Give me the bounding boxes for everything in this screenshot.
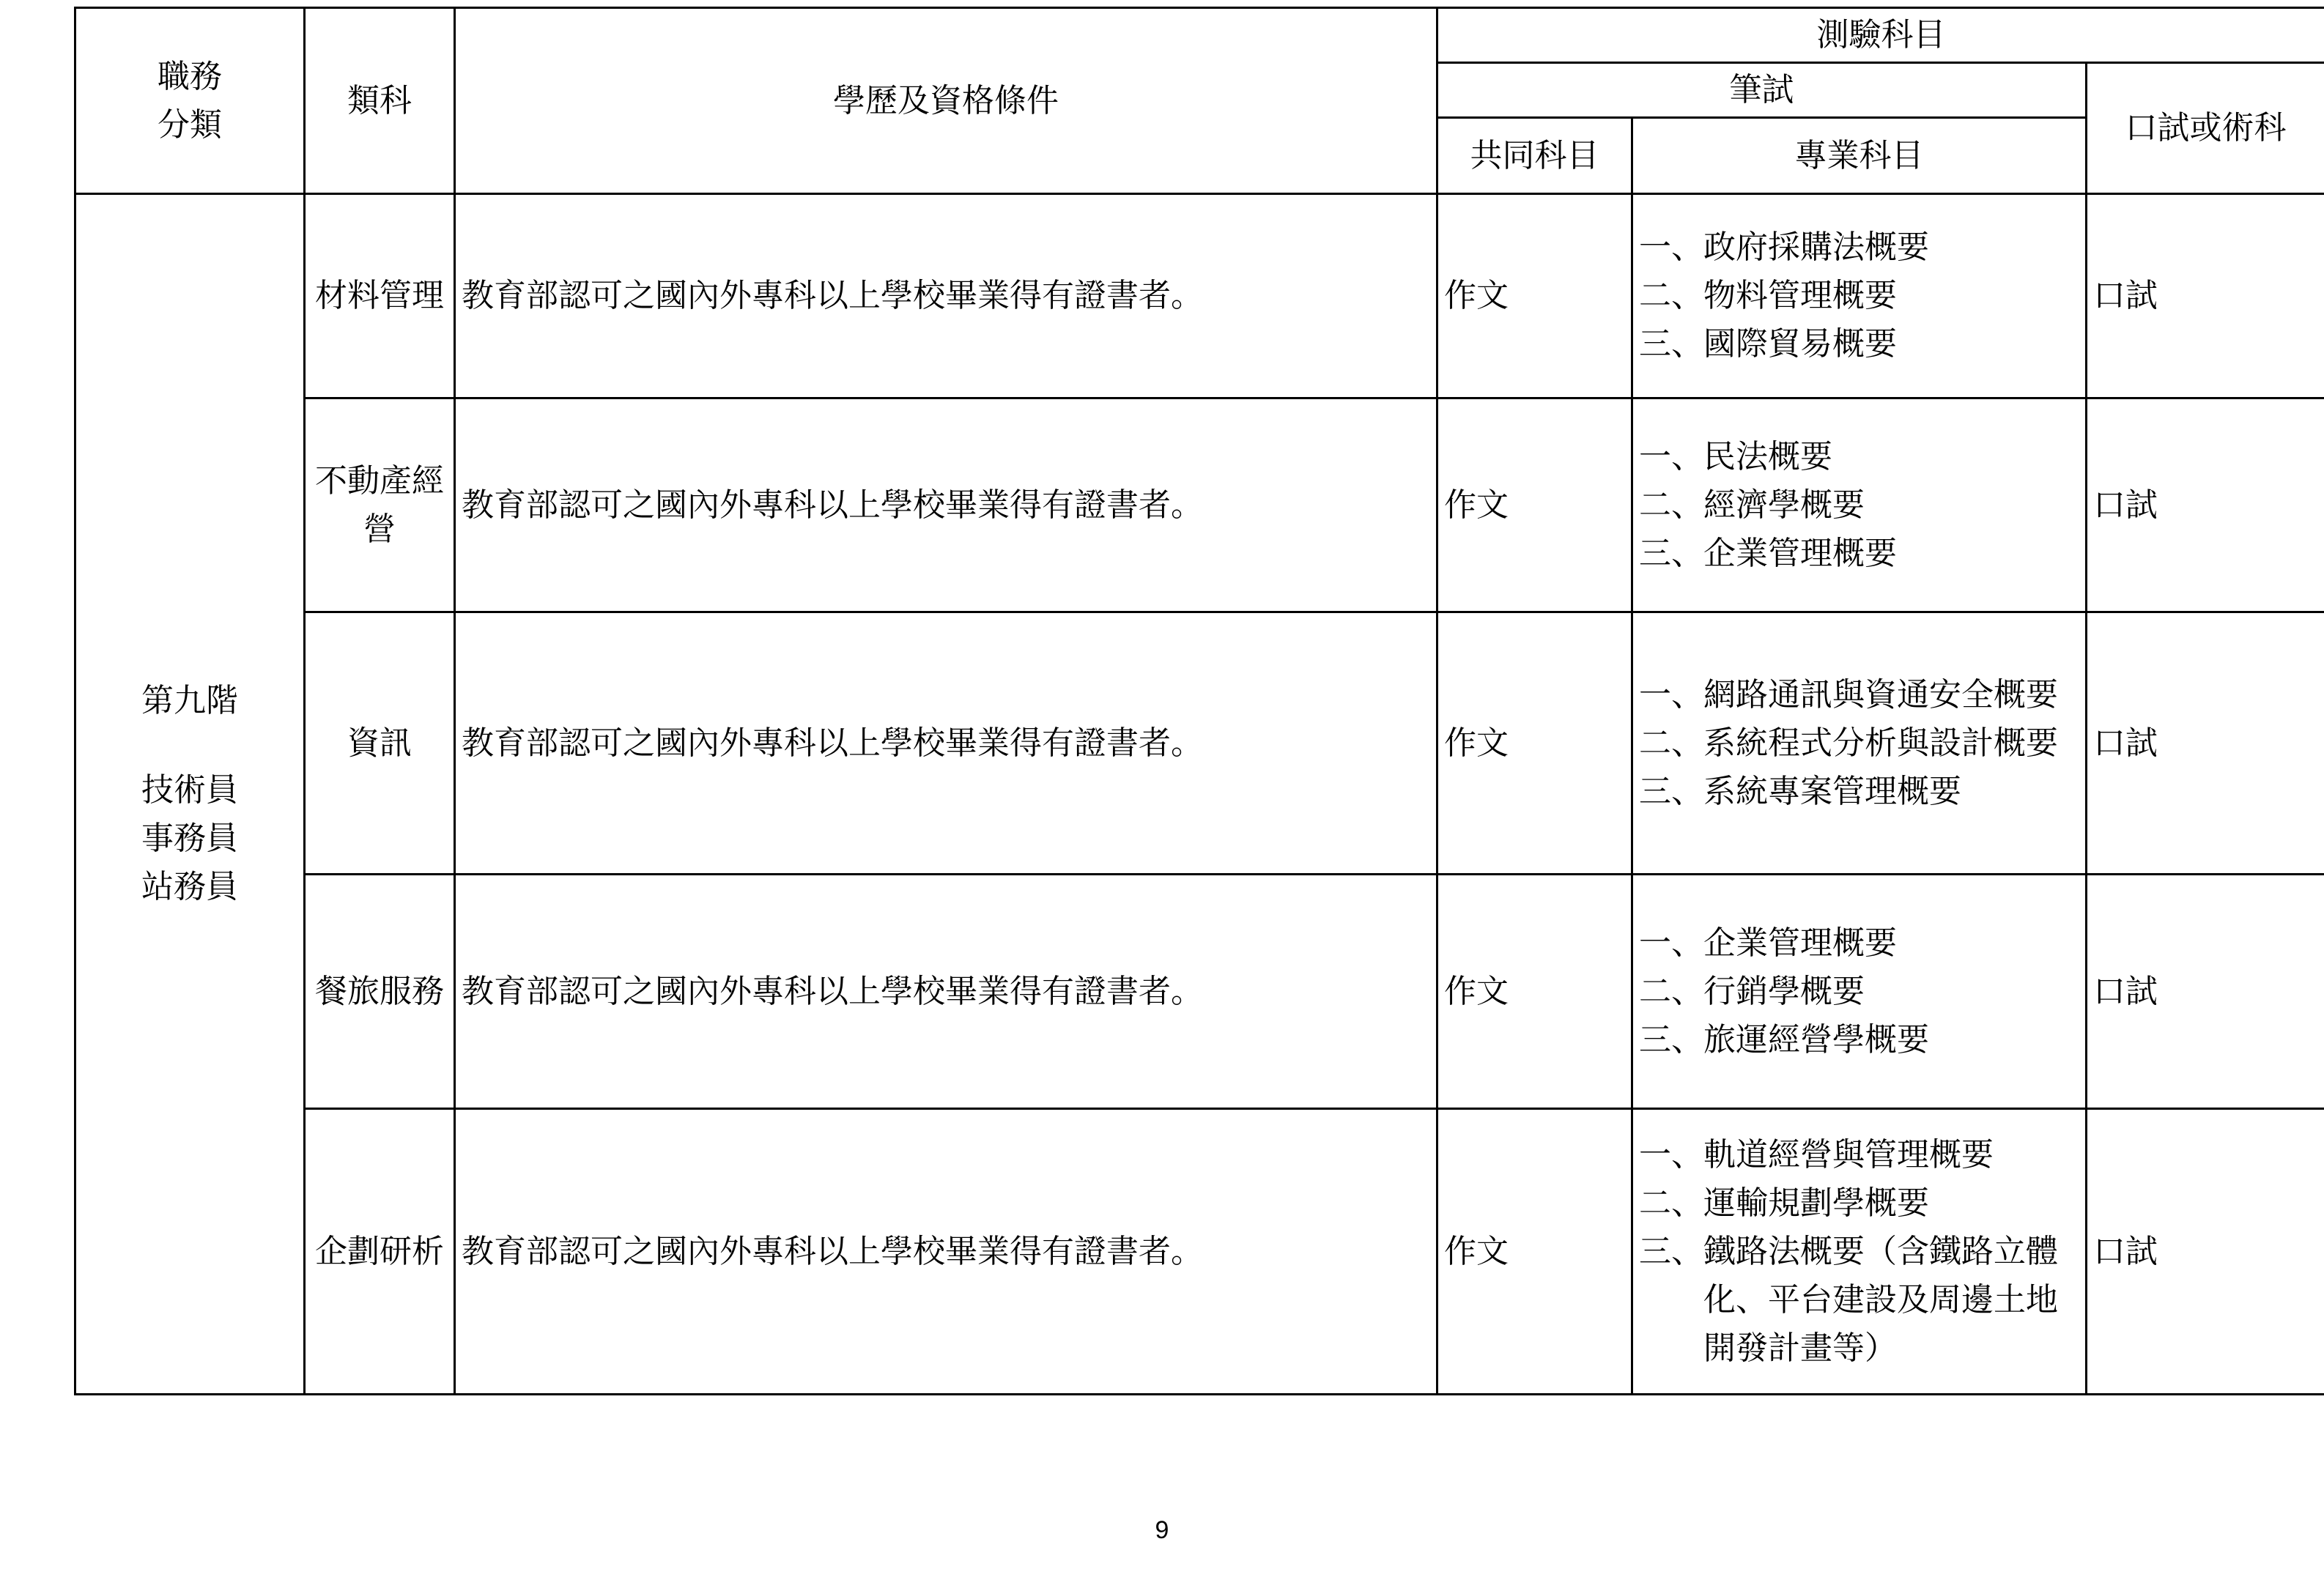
- position-item: 站務員: [141, 868, 238, 905]
- professional-subjects-cell: [1632, 398, 2087, 612]
- qualification-cell: 教育部認可之國內外專科以上學校畢業得有證書者。: [455, 612, 1437, 875]
- common-subject-cell: 作文: [1437, 612, 1632, 875]
- professional-subjects-cell: [1632, 1109, 2087, 1395]
- header-oral-or-skill: 口試或術科: [2087, 63, 2324, 194]
- header-common: 共同科目: [1437, 118, 1632, 194]
- category-cell: 資訊: [305, 612, 455, 875]
- table-row: [75, 1109, 2324, 1395]
- subject-item: 三、 鐵路法概要（含鐵路立體化、平台建設及周邊土地開發計畫等）: [1639, 1232, 2058, 1367]
- table-row: [75, 398, 2324, 612]
- subject-item: 二、 行銷學概要: [1639, 972, 1865, 1010]
- category-cell: 不動產經營: [305, 398, 455, 612]
- category-cell: 企劃研析: [305, 1109, 455, 1395]
- subject-item: 一、 政府採購法概要: [1639, 229, 1929, 266]
- header-job-class-line2: 分類: [158, 105, 222, 144]
- header-written: 筆試: [1437, 63, 2087, 118]
- professional-subjects-cell: [1632, 194, 2087, 398]
- subject-item: 三、 國際貿易概要: [1639, 325, 1897, 363]
- header-job-class: [75, 8, 305, 194]
- subject-item: 三、 企業管理概要: [1639, 534, 1897, 572]
- grade-cell: [75, 194, 305, 1395]
- grade-level: 第九階: [141, 682, 238, 719]
- exam-subjects-table: [74, 7, 2324, 1395]
- subject-item: 三、 系統專案管理概要: [1639, 772, 1961, 810]
- header-category: 類科: [305, 8, 455, 194]
- professional-subjects-cell: [1632, 875, 2087, 1109]
- common-subject-cell: 作文: [1437, 194, 1632, 398]
- common-subject-cell: 作文: [1437, 875, 1632, 1109]
- table-row: [75, 875, 2324, 1109]
- qualification-cell: 教育部認可之國內外專科以上學校畢業得有證書者。: [455, 1109, 1437, 1395]
- common-subject-cell: 作文: [1437, 1109, 1632, 1395]
- position-item: 事務員: [141, 820, 238, 857]
- header-qualification: 學歷及資格條件: [455, 8, 1437, 194]
- header-professional: 專業科目: [1632, 118, 2087, 194]
- subject-item: 三、 旅運經營學概要: [1639, 1020, 1929, 1058]
- oral-exam-cell: 口試: [2087, 398, 2324, 612]
- table-row: [75, 612, 2324, 875]
- table-row: [75, 194, 2324, 398]
- professional-subjects-cell: [1632, 612, 2087, 875]
- qualification-cell: 教育部認可之國內外專科以上學校畢業得有證書者。: [455, 194, 1437, 398]
- oral-exam-cell: 口試: [2087, 875, 2324, 1109]
- oral-exam-cell: 口試: [2087, 194, 2324, 398]
- subject-item: 一、 民法概要: [1639, 437, 1832, 475]
- category-cell: 材料管理: [305, 194, 455, 398]
- oral-exam-cell: 口試: [2087, 612, 2324, 875]
- header-job-class-line1: 職務: [158, 57, 222, 95]
- qualification-cell: 教育部認可之國內外專科以上學校畢業得有證書者。: [455, 398, 1437, 612]
- category-cell: 餐旅服務: [305, 875, 455, 1109]
- subject-item: 二、 物料管理概要: [1639, 277, 1897, 314]
- oral-exam-cell: 口試: [2087, 1109, 2324, 1395]
- subject-item: 二、 經濟學概要: [1639, 486, 1865, 524]
- subject-item: 二、 運輸規劃學概要: [1639, 1184, 1929, 1222]
- subject-item: 一、 網路通訊與資通安全概要: [1639, 675, 2058, 713]
- common-subject-cell: 作文: [1437, 398, 1632, 612]
- subject-item: 二、 系統程式分析與設計概要: [1639, 724, 2058, 762]
- page-number: 9: [1155, 1516, 1169, 1544]
- qualification-cell: 教育部認可之國內外專科以上學校畢業得有證書者。: [455, 875, 1437, 1109]
- subject-item: 一、 企業管理概要: [1639, 924, 1897, 962]
- position-item: 技術員: [141, 771, 238, 809]
- header-test-subjects: 測驗科目: [1437, 8, 2324, 63]
- subject-item: 一、 軌道經營與管理概要: [1639, 1135, 1994, 1173]
